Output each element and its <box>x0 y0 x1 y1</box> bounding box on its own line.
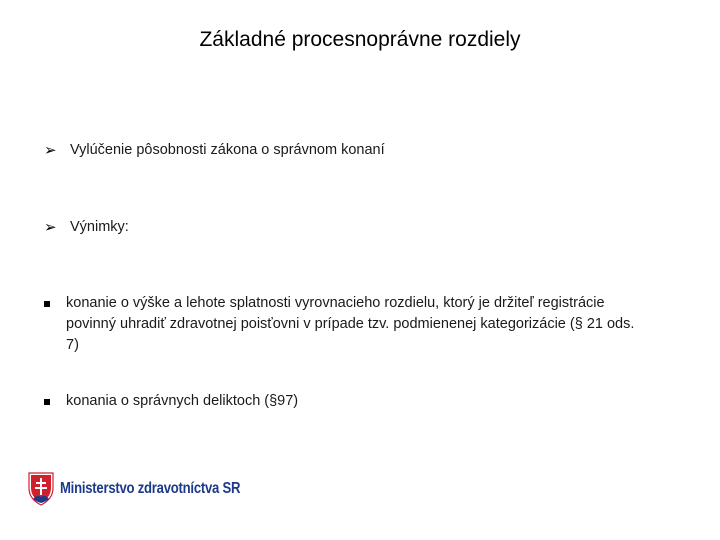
arrow-bullet-icon: ➢ <box>44 142 57 159</box>
bullet-item <box>44 141 385 159</box>
sub-bullet-item <box>44 293 646 356</box>
bullet-text: Výnimky: <box>70 219 129 235</box>
square-bullet-icon <box>44 399 50 405</box>
sub-bullet-item <box>44 391 646 412</box>
sub-bullet-text: konanie o výške a lehote splatnosti vyrovnacieho rozdielu, ktorý je držiteľ registrácie povinný uhradiť zdravotnej poisťovni v prípade tzv. podmienenej kategorizácie (§ 21 ods. 7) <box>66 295 635 353</box>
sub-bullet-text: konania o správnych deliktoch (§97) <box>66 393 299 409</box>
square-bullet-icon <box>44 301 50 307</box>
ministry-logo <box>28 472 280 506</box>
logo-text: Ministerstvo zdravotníctva SR <box>60 480 241 497</box>
bullet-text: Vylúčenie pôsobnosti zákona o správnom konaní <box>70 142 385 158</box>
bullet-item <box>44 218 129 236</box>
arrow-bullet-icon: ➢ <box>44 219 57 236</box>
slide-title: Základné procesnoprávne rozdiely <box>199 28 521 51</box>
slovak-coat-of-arms-icon <box>28 472 54 506</box>
